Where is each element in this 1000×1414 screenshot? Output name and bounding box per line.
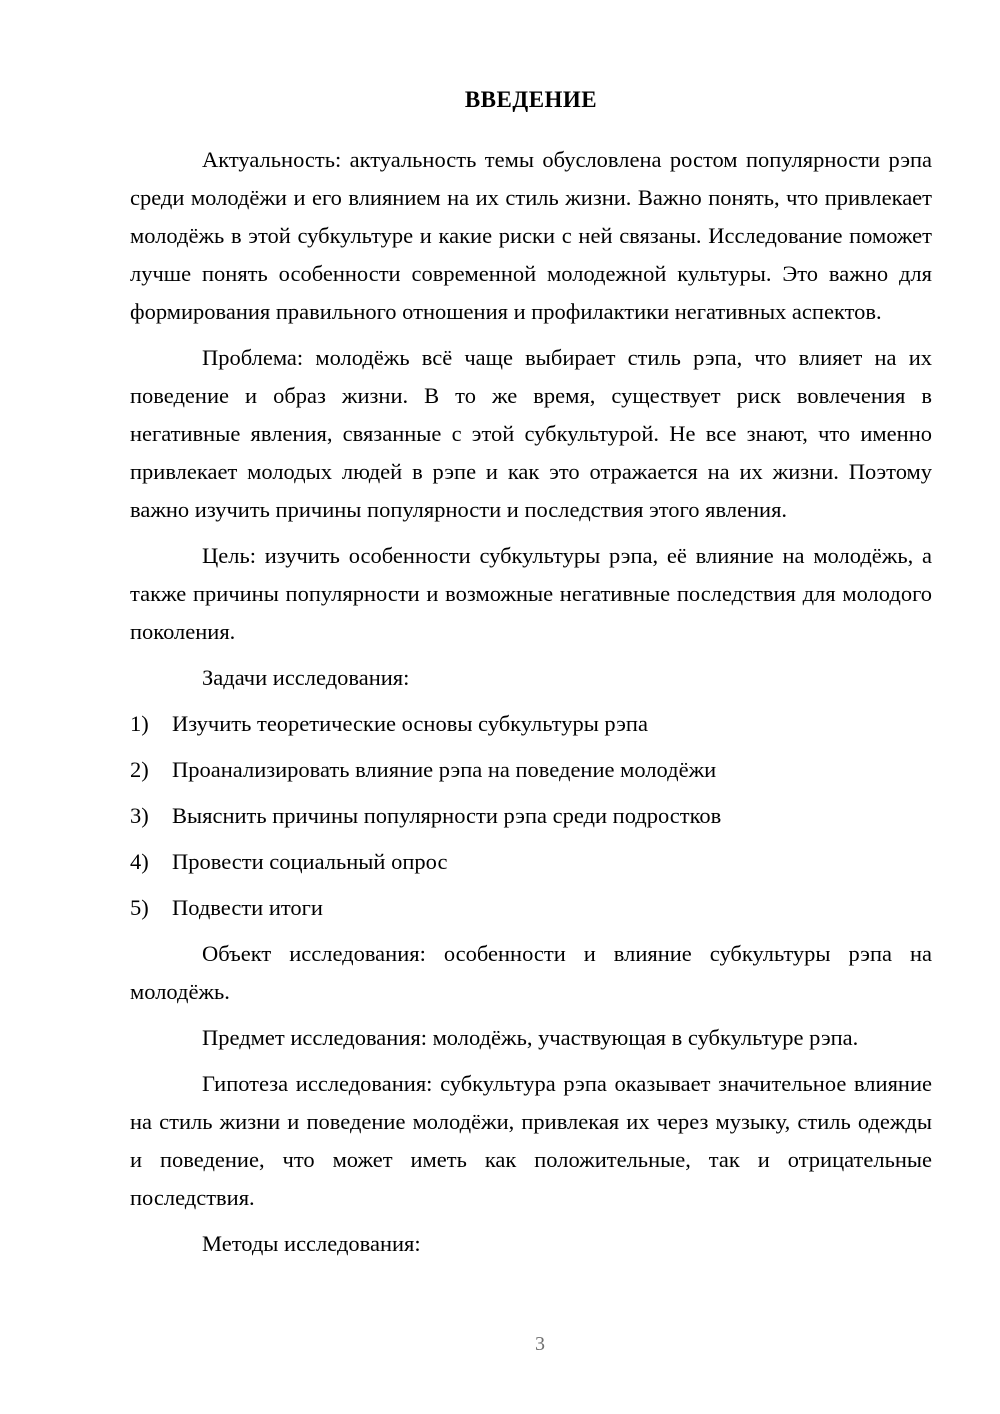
list-item-marker: 5) bbox=[130, 894, 149, 920]
list-item-marker: 3) bbox=[130, 802, 149, 828]
paragraph-problem: Проблема: молодёжь всё чаще выбирает стиль рэпа, что влияет на их поведение и образ жизни. В то же время, существует риск вовлечения в негативные явления, связанные с этой субкультурой. Не все знают, что именно привлекает молодых людей в рэпе и как это отражается на их жизни. Поэтому важно изучить причины популярности и последствия этого явления. bbox=[130, 344, 932, 522]
list-item-label: Провести социальный опрос bbox=[172, 848, 448, 874]
list-item-label: Подвести итоги bbox=[172, 894, 323, 920]
tasks-list bbox=[130, 705, 932, 927]
paragraph-subject: Предмет исследования: молодёжь, участвующая в субкультуре рэпа. bbox=[202, 1024, 859, 1050]
list-item bbox=[130, 705, 932, 743]
tasks-heading: Задачи исследования: bbox=[202, 664, 410, 690]
paragraph-goal: Цель: изучить особенности субкультуры рэпа, её влияние на молодёжь, а также причины популярности и возможные негативные последствия для молодого поколения. bbox=[130, 542, 932, 644]
page-title: ВВЕДЕНИЕ bbox=[464, 87, 598, 112]
page-content bbox=[130, 86, 932, 1271]
list-item-label: Выяснить причины популярности рэпа среди подростков bbox=[172, 802, 722, 828]
paragraph-hypothesis: Гипотеза исследования: субкультура рэпа оказывает значительное влияние на стиль жизни и поведение молодёжи, привлекая их через музыку, стиль одежды и поведение, что может иметь как положительные, так и отрицательные последствия. bbox=[130, 1070, 932, 1210]
list-item-marker: 1) bbox=[130, 710, 149, 736]
list-item bbox=[130, 751, 932, 789]
list-item bbox=[130, 797, 932, 835]
list-item-label: Проанализировать влияние рэпа на поведение молодёжи bbox=[172, 756, 717, 782]
methods-heading: Методы исследования: bbox=[202, 1230, 421, 1256]
list-item-marker: 4) bbox=[130, 848, 149, 874]
list-item bbox=[130, 843, 932, 881]
paragraph-object: Объект исследования: особенности и влияние субкультуры рэпа на молодёжь. bbox=[130, 940, 932, 1004]
list-item-label: Изучить теоретические основы субкультуры рэпа bbox=[172, 710, 648, 736]
page-number: 3 bbox=[535, 1333, 545, 1355]
paragraph-relevance: Актуальность: актуальность темы обусловлена ростом популярности рэпа среди молодёжи и его влиянием на их стиль жизни. Важно понять, что привлекает молодёжь в этой субкультуре и какие риски с ней связаны. Исследование поможет лучше понять особенности современной молодежной культуры. Это важно для формирования правильного отношения и профилактики негативных аспектов. bbox=[130, 146, 932, 324]
list-item-marker: 2) bbox=[130, 756, 149, 782]
list-item bbox=[130, 889, 932, 927]
